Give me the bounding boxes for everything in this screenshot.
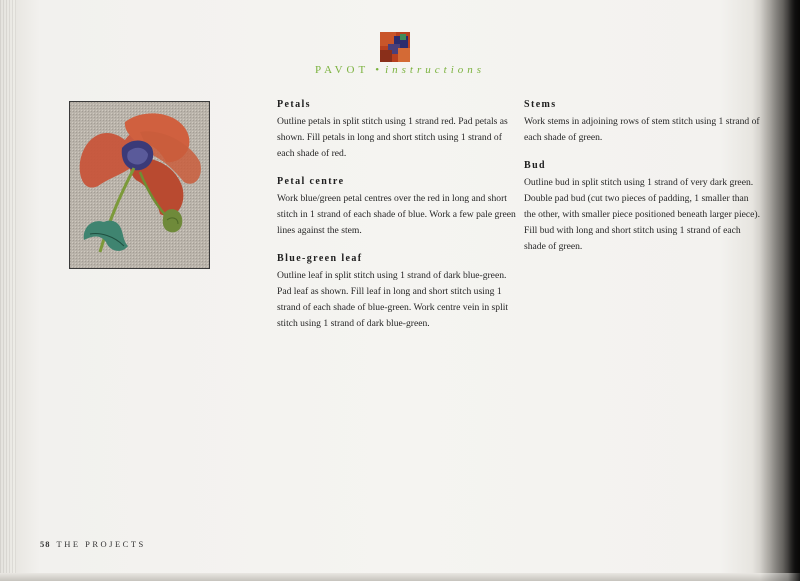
page-footer	[40, 539, 146, 549]
header-bullet: •	[375, 64, 380, 76]
page-edges	[0, 0, 16, 581]
section-heading-blue-green-leaf: Blue-green leaf	[277, 253, 363, 264]
section-heading-petals: Petals	[277, 99, 311, 110]
header-title: PAVOT	[314, 64, 370, 76]
header-swatch-image	[380, 32, 410, 62]
section-heading-stems: Stems	[524, 99, 557, 110]
section-heading-bud: Bud	[524, 160, 546, 171]
section-body-blue-green-leaf: Outline leaf in split stitch using 1 strand of dark blue-green. Pad leaf as shown. Fill leaf in long and short stitch using 1 strand of each shade of blue-green. Work centre vein in split stitch using 1 strand of dark blue-green.	[277, 270, 509, 329]
section-body-petal-centre: Work blue/green petal centres over the red in long and short stitch in 1 strand of each shade of blue. Work a few pale green lines against the stem.	[277, 193, 516, 236]
instructions-column-left	[277, 97, 520, 332]
page-bottom-edge	[0, 573, 800, 581]
header-subtitle: instructions	[385, 64, 486, 76]
page-number: 58	[40, 539, 51, 549]
page-header	[0, 64, 800, 76]
section-body-petals: Outline petals in split stitch using 1 strand red. Pad petals as shown. Fill petals in long and short stitch using 1 strand of each shade of red.	[277, 116, 508, 159]
binding-shadow	[760, 0, 800, 581]
instructions-column-right	[524, 97, 762, 255]
poppy-embroidery-photo	[69, 101, 210, 269]
footer-section-label: THE PROJECTS	[56, 539, 146, 549]
section-body-stems: Work stems in adjoining rows of stem stitch using 1 strand of each shade of green.	[524, 116, 760, 143]
section-body-bud: Outline bud in split stitch using 1 strand of very dark green. Double pad bud (cut two pieces of padding, 1 smaller than the other, with smaller piece positioned beneath larger piece). Fill bud with long and short stitch using 1 strand of each shade of green.	[524, 177, 760, 252]
section-heading-petal-centre: Petal centre	[277, 176, 345, 187]
